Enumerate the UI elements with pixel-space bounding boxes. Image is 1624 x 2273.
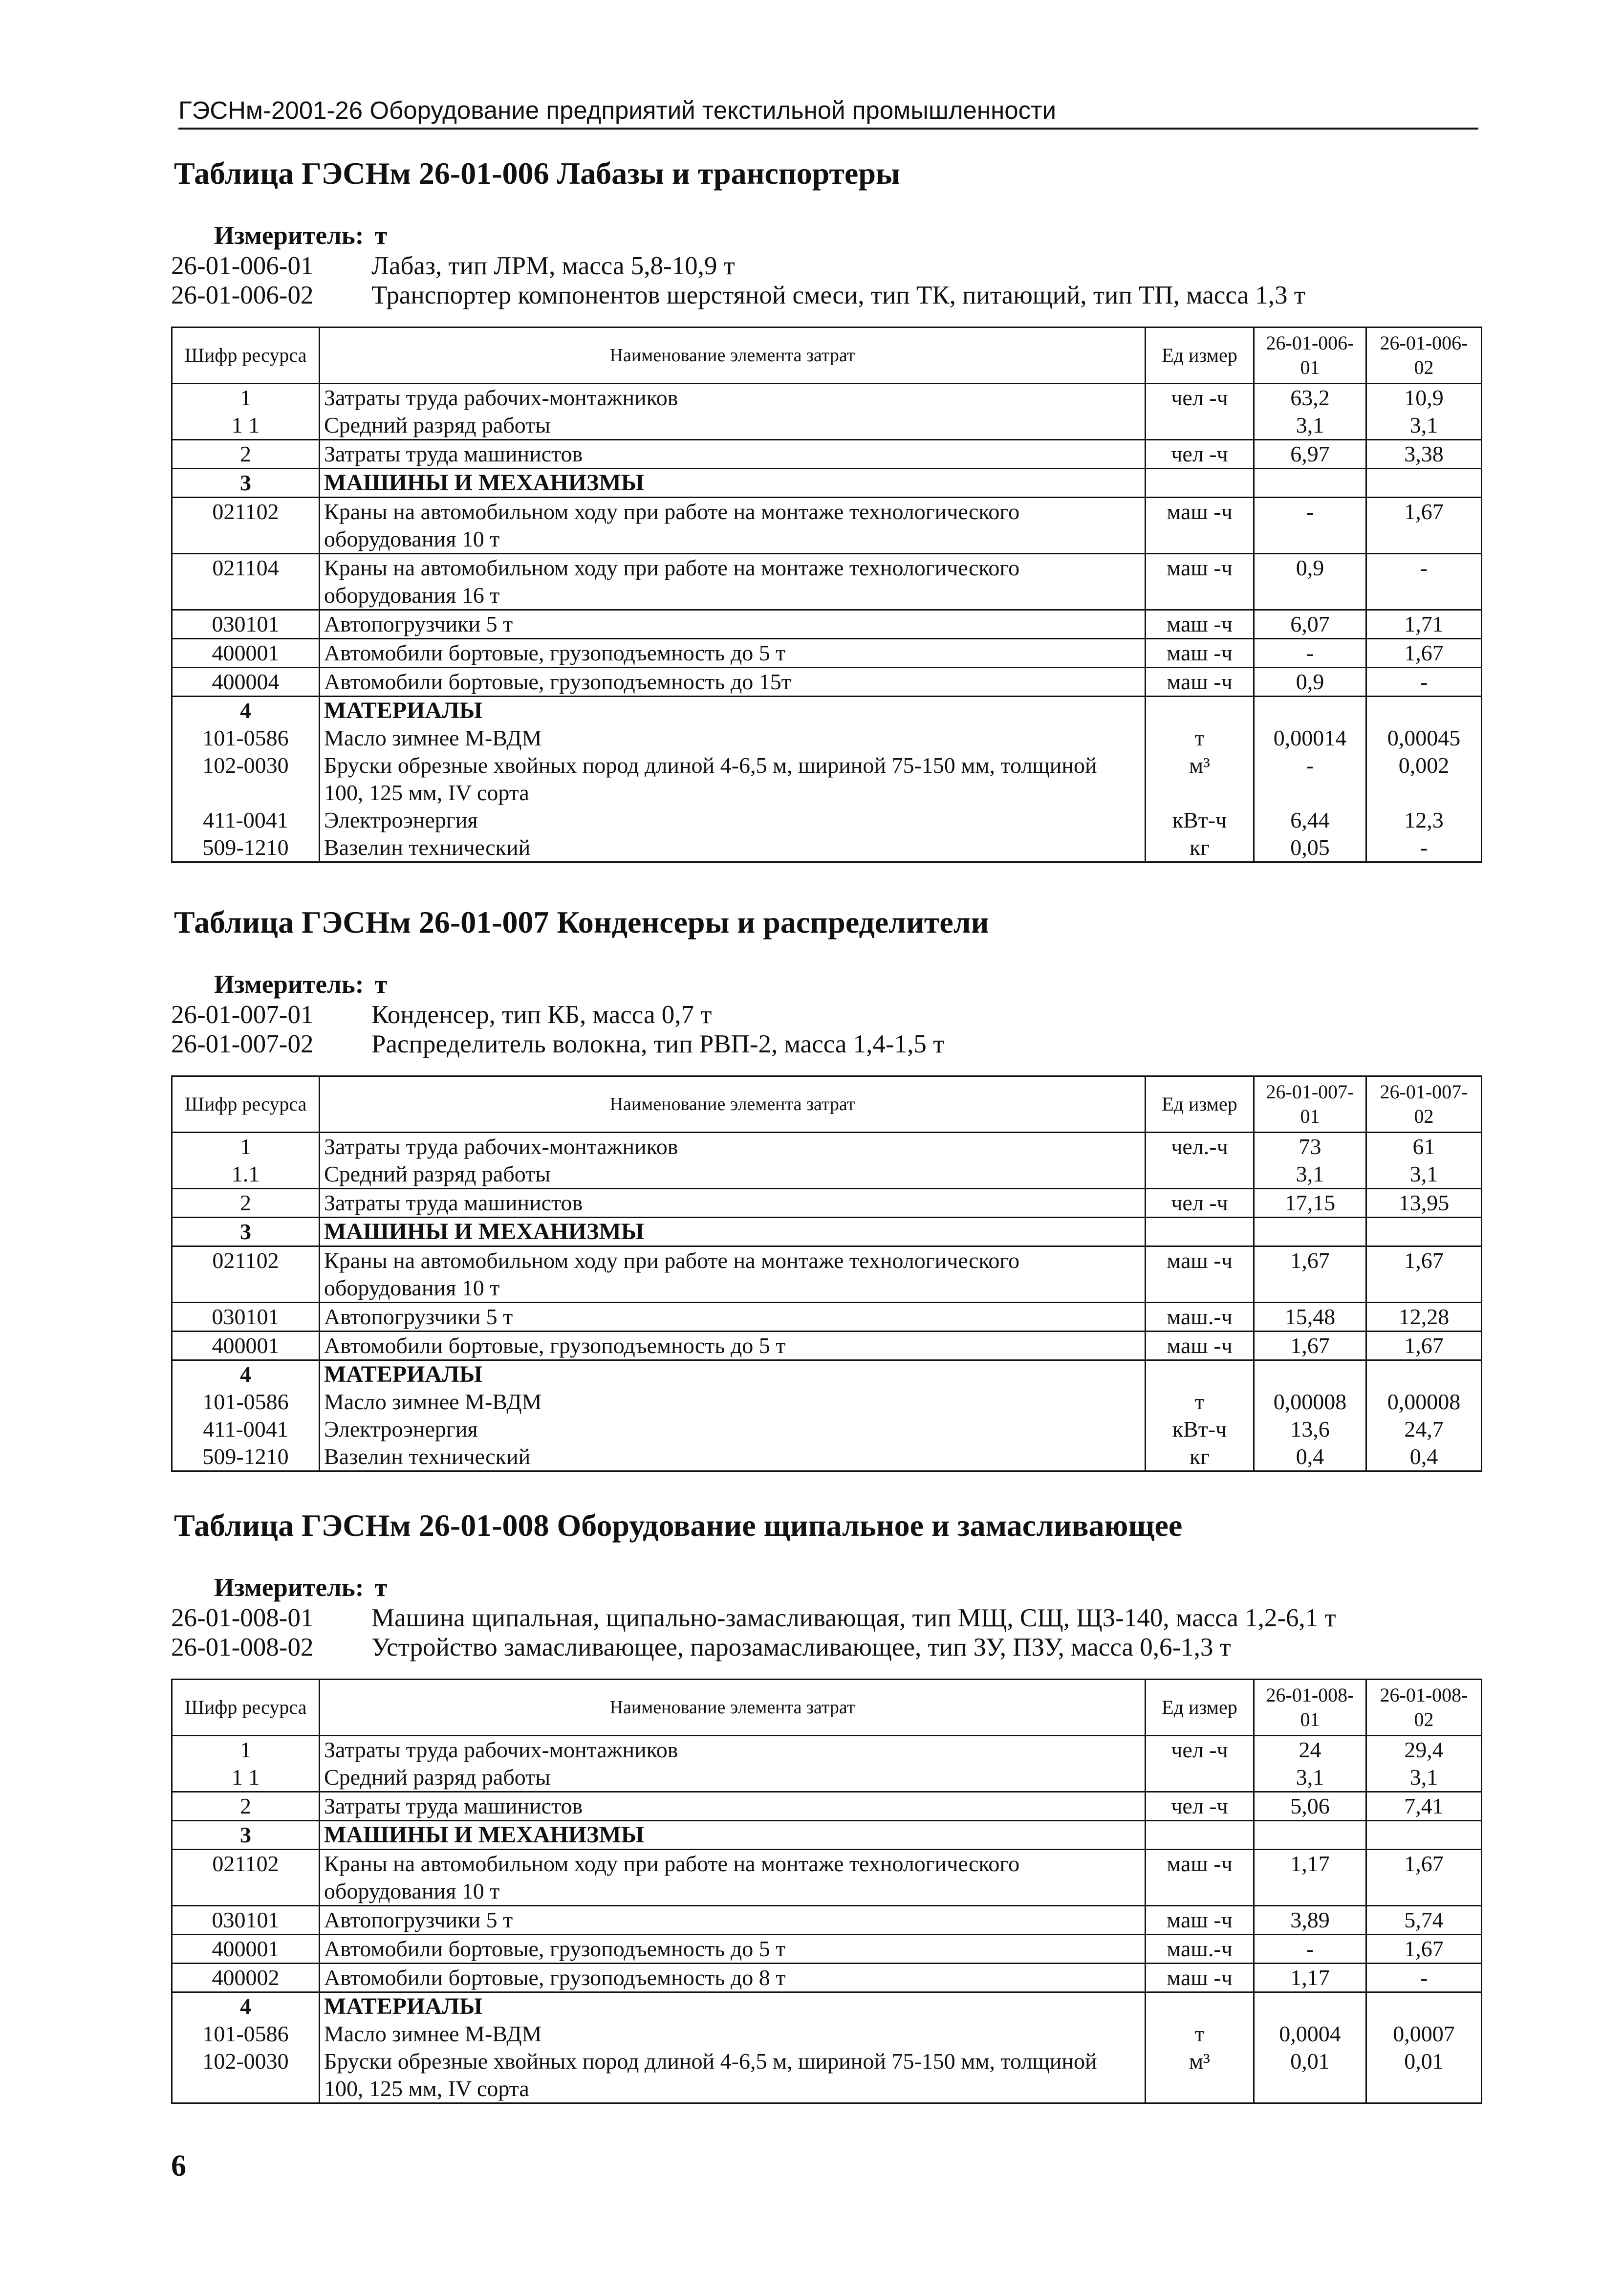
- resource-table: [171, 327, 1482, 863]
- variant-item: [171, 1000, 1481, 1029]
- row-value-2: 5,74: [1366, 1906, 1482, 1935]
- row-unit: маш.-ч: [1146, 1303, 1254, 1332]
- table-row: [172, 469, 1482, 498]
- row-code: 021104: [172, 554, 320, 610]
- table-row: [172, 2020, 1482, 2048]
- row-value-2: 29,4: [1366, 1736, 1482, 1764]
- row-value-1: 17,15: [1254, 1189, 1366, 1218]
- header-unit: Ед измер: [1146, 1076, 1254, 1133]
- row-name: Автопогрузчики 5 т: [320, 1906, 1146, 1935]
- row-code: 030101: [172, 610, 320, 639]
- table-row: [172, 1160, 1482, 1189]
- table-row: [172, 639, 1482, 668]
- row-value-1: 5,06: [1254, 1792, 1366, 1821]
- row-code: 400001: [172, 1332, 320, 1360]
- row-value-2: 1,67: [1366, 1935, 1482, 1964]
- row-value-1: 1,67: [1254, 1246, 1366, 1303]
- row-value-1: 15,48: [1254, 1303, 1366, 1332]
- row-value-1: 6,07: [1254, 610, 1366, 639]
- row-value-1: 63,2: [1254, 384, 1366, 412]
- table-header-row: [172, 1680, 1482, 1736]
- row-name: МАШИНЫ И МЕХАНИЗМЫ: [320, 1218, 1146, 1246]
- table-title: Таблица ГЭСНм 26-01-006 Лабазы и транспортеры: [174, 156, 900, 191]
- row-code: 2: [172, 1189, 320, 1218]
- meter-value: т: [374, 221, 388, 250]
- table-row: [172, 1218, 1482, 1246]
- row-name: Масло зимнее М-ВДМ: [320, 2020, 1146, 2048]
- row-value-2: [1366, 1992, 1482, 2021]
- row-name: Средний разряд работы: [320, 412, 1146, 440]
- row-value-2: 1,67: [1366, 1246, 1482, 1303]
- row-code: 1 1: [172, 1764, 320, 1792]
- header-unit: Ед измер: [1146, 328, 1254, 384]
- table-row: [172, 384, 1482, 412]
- row-unit: чел -ч: [1146, 1792, 1254, 1821]
- row-code: 400001: [172, 639, 320, 668]
- variant-code: 26-01-007-02: [171, 1030, 314, 1058]
- meter-label: Измеритель:: [214, 221, 364, 250]
- row-value-2: 12,28: [1366, 1303, 1482, 1332]
- row-value-1: 0,9: [1254, 554, 1366, 610]
- row-value-1: [1254, 1992, 1366, 2021]
- table-row: [172, 498, 1482, 554]
- resource-table: [171, 1075, 1482, 1472]
- row-code: 4: [172, 1360, 320, 1389]
- table-row: [172, 554, 1482, 610]
- row-code: 101-0586: [172, 724, 320, 752]
- row-name: Автопогрузчики 5 т: [320, 1303, 1146, 1332]
- row-value-2: 0,002: [1366, 752, 1482, 807]
- row-name: Средний разряд работы: [320, 1764, 1146, 1792]
- row-name: Средний разряд работы: [320, 1160, 1146, 1189]
- table-row: [172, 834, 1482, 862]
- row-code: 2: [172, 1792, 320, 1821]
- row-name: Краны на автомобильном ходу при работе на монтаже технологического оборудования 10 т: [320, 498, 1146, 554]
- row-unit: маш -ч: [1146, 1246, 1254, 1303]
- row-code: 1: [172, 1736, 320, 1764]
- row-code: 4: [172, 1992, 320, 2021]
- table-row: [172, 1935, 1482, 1964]
- row-name: Вазелин технический: [320, 1443, 1146, 1471]
- table-row: [172, 1332, 1482, 1360]
- row-unit: маш -ч: [1146, 1332, 1254, 1360]
- row-unit: маш.-ч: [1146, 1935, 1254, 1964]
- row-value-2: 61: [1366, 1133, 1482, 1161]
- variant-text: Лабаз, тип ЛРМ, масса 5,8-10,9 т: [371, 252, 735, 280]
- row-value-1: 1,17: [1254, 1850, 1366, 1906]
- row-code: 3: [172, 1218, 320, 1246]
- row-value-1: -: [1254, 639, 1366, 668]
- table-row: [172, 440, 1482, 469]
- table-row: [172, 1443, 1482, 1471]
- row-name: Вазелин технический: [320, 834, 1146, 862]
- row-unit: [1146, 1160, 1254, 1189]
- table-row: [172, 697, 1482, 725]
- header-code: Шифр ресурса: [172, 328, 320, 384]
- table-section-006: [171, 155, 1481, 863]
- header-variant-2: 26-01-008-02: [1366, 1680, 1482, 1736]
- variant-code: 26-01-008-02: [171, 1633, 314, 1661]
- row-name: Краны на автомобильном ходу при работе на монтаже технологического оборудования 16 т: [320, 554, 1146, 610]
- row-code: 400001: [172, 1935, 320, 1964]
- table-row: [172, 807, 1482, 834]
- table-row: [172, 724, 1482, 752]
- row-value-1: [1254, 697, 1366, 725]
- header-variant-1: 26-01-007-01: [1254, 1076, 1366, 1133]
- row-code: 509-1210: [172, 1443, 320, 1471]
- row-name: Автопогрузчики 5 т: [320, 610, 1146, 639]
- table-row: [172, 1736, 1482, 1764]
- row-value-2: 0,00045: [1366, 724, 1482, 752]
- row-value-2: 1,67: [1366, 639, 1482, 668]
- row-code: 411-0041: [172, 1416, 320, 1443]
- table-row: [172, 1764, 1482, 1792]
- row-code: 3: [172, 469, 320, 498]
- row-unit: [1146, 1218, 1254, 1246]
- row-unit: кВт-ч: [1146, 807, 1254, 834]
- row-value-2: 1,67: [1366, 1850, 1482, 1906]
- meter-line: [214, 221, 1481, 250]
- row-code: 1 1: [172, 412, 320, 440]
- header-name: Наименование элемента затрат: [320, 1076, 1146, 1133]
- table-row: [172, 1792, 1482, 1821]
- row-unit: маш -ч: [1146, 1964, 1254, 1992]
- row-unit: м³: [1146, 2048, 1254, 2103]
- variant-text: Машина щипальная, щипально-замасливающая, тип МЩ, СЩ, ЩЗ-140, масса 1,2-6,1 т: [371, 1604, 1336, 1632]
- row-value-2: [1366, 1821, 1482, 1850]
- row-value-1: 24: [1254, 1736, 1366, 1764]
- row-value-1: [1254, 1821, 1366, 1850]
- row-unit: кг: [1146, 834, 1254, 862]
- row-unit: м³: [1146, 752, 1254, 807]
- row-value-2: [1366, 1218, 1482, 1246]
- row-value-1: 3,1: [1254, 1160, 1366, 1189]
- row-unit: [1146, 697, 1254, 725]
- row-unit: кВт-ч: [1146, 1416, 1254, 1443]
- row-code: 102-0030: [172, 2048, 320, 2103]
- table-row: [172, 1388, 1482, 1416]
- row-name: Затраты труда машинистов: [320, 1792, 1146, 1821]
- row-unit: маш -ч: [1146, 1906, 1254, 1935]
- meter-line: [214, 970, 1481, 999]
- row-value-1: 1,67: [1254, 1332, 1366, 1360]
- table-header-row: [172, 1076, 1482, 1133]
- row-unit: маш -ч: [1146, 498, 1254, 554]
- row-value-2: 24,7: [1366, 1416, 1482, 1443]
- row-code: 1: [172, 384, 320, 412]
- row-value-1: 0,01: [1254, 2048, 1366, 2103]
- row-value-2: 1,67: [1366, 498, 1482, 554]
- header-variant-1: 26-01-008-01: [1254, 1680, 1366, 1736]
- variant-list: [171, 251, 1481, 310]
- row-unit: т: [1146, 724, 1254, 752]
- table-title: Таблица ГЭСНм 26-01-007 Конденсеры и распределители: [174, 905, 989, 940]
- row-value-1: 3,1: [1254, 412, 1366, 440]
- row-value-2: 3,1: [1366, 1764, 1482, 1792]
- table-row: [172, 1303, 1482, 1332]
- row-name: Электроэнергия: [320, 1416, 1146, 1443]
- row-unit: [1146, 1821, 1254, 1850]
- row-code: 021102: [172, 1850, 320, 1906]
- row-code: 101-0586: [172, 2020, 320, 2048]
- row-unit: чел -ч: [1146, 1189, 1254, 1218]
- header-code: Шифр ресурса: [172, 1076, 320, 1133]
- row-name: Затраты труда рабочих-монтажников: [320, 384, 1146, 412]
- row-value-1: 13,6: [1254, 1416, 1366, 1443]
- variant-item: [171, 1633, 1481, 1662]
- row-value-2: 3,1: [1366, 1160, 1482, 1189]
- row-value-2: 3,38: [1366, 440, 1482, 469]
- row-name: Электроэнергия: [320, 807, 1146, 834]
- row-value-1: 0,4: [1254, 1443, 1366, 1471]
- variant-list: [171, 1000, 1481, 1059]
- variant-text: Конденсер, тип КБ, масса 0,7 т: [371, 1001, 712, 1029]
- row-name: МАТЕРИАЛЫ: [320, 1360, 1146, 1389]
- row-code: 1: [172, 1133, 320, 1161]
- row-value-1: 0,05: [1254, 834, 1366, 862]
- row-value-1: -: [1254, 752, 1366, 807]
- row-unit: кг: [1146, 1443, 1254, 1471]
- table-row: [172, 752, 1482, 807]
- row-unit: т: [1146, 2020, 1254, 2048]
- row-name: Затраты труда рабочих-монтажников: [320, 1736, 1146, 1764]
- row-name: МАТЕРИАЛЫ: [320, 697, 1146, 725]
- row-code: 030101: [172, 1906, 320, 1935]
- row-unit: [1146, 1764, 1254, 1792]
- row-value-2: 7,41: [1366, 1792, 1482, 1821]
- row-value-1: -: [1254, 498, 1366, 554]
- table-row: [172, 1850, 1482, 1906]
- row-name: МАТЕРИАЛЫ: [320, 1992, 1146, 2021]
- row-code: 400004: [172, 668, 320, 697]
- row-code: 021102: [172, 1246, 320, 1303]
- row-name: Масло зимнее М-ВДМ: [320, 1388, 1146, 1416]
- variant-text: Распределитель волокна, тип РВП-2, масса 1,4-1,5 т: [371, 1030, 945, 1058]
- table-row: [172, 1189, 1482, 1218]
- row-value-1: 6,44: [1254, 807, 1366, 834]
- row-name: Автомобили бортовые, грузоподъемность до 8 т: [320, 1964, 1146, 1992]
- header-name: Наименование элемента затрат: [320, 1680, 1146, 1736]
- row-code: 102-0030: [172, 752, 320, 807]
- row-code: 2: [172, 440, 320, 469]
- row-value-2: 0,00008: [1366, 1388, 1482, 1416]
- meter-line: [214, 1573, 1481, 1602]
- row-unit: чел -ч: [1146, 384, 1254, 412]
- resource-table: [171, 1679, 1482, 2104]
- variant-code: 26-01-008-01: [171, 1604, 314, 1632]
- row-value-2: 0,4: [1366, 1443, 1482, 1471]
- row-value-1: [1254, 469, 1366, 498]
- row-code: 509-1210: [172, 834, 320, 862]
- row-code: 411-0041: [172, 807, 320, 834]
- variant-item: [171, 1029, 1481, 1059]
- row-unit: маш -ч: [1146, 668, 1254, 697]
- meter-value: т: [374, 1574, 388, 1602]
- page-number: 6: [171, 2149, 186, 2183]
- row-name: Автомобили бортовые, грузоподъемность до 5 т: [320, 1332, 1146, 1360]
- row-value-1: 0,9: [1254, 668, 1366, 697]
- variant-item: [171, 281, 1481, 310]
- row-value-1: [1254, 1360, 1366, 1389]
- row-name: МАШИНЫ И МЕХАНИЗМЫ: [320, 469, 1146, 498]
- row-value-2: [1366, 697, 1482, 725]
- row-value-1: 3,1: [1254, 1764, 1366, 1792]
- table-row: [172, 1821, 1482, 1850]
- row-value-1: 1,17: [1254, 1964, 1366, 1992]
- row-value-2: -: [1366, 834, 1482, 862]
- header-variant-2: 26-01-006-02: [1366, 328, 1482, 384]
- row-unit: чел -ч: [1146, 440, 1254, 469]
- row-value-2: 0,01: [1366, 2048, 1482, 2103]
- header-variant-2: 26-01-007-02: [1366, 1076, 1482, 1133]
- row-code: 3: [172, 1821, 320, 1850]
- row-name: Бруски обрезные хвойных пород длиной 4-6,5 м, шириной 75-150 мм, толщиной 100, 125 мм, IV сорта: [320, 752, 1146, 807]
- row-code: 101-0586: [172, 1388, 320, 1416]
- row-name: Затраты труда машинистов: [320, 440, 1146, 469]
- row-value-2: -: [1366, 1964, 1482, 1992]
- row-code: 4: [172, 697, 320, 725]
- header-variant-1: 26-01-006-01: [1254, 328, 1366, 384]
- header-code: Шифр ресурса: [172, 1680, 320, 1736]
- row-unit: т: [1146, 1388, 1254, 1416]
- row-value-2: 10,9: [1366, 384, 1482, 412]
- row-value-2: -: [1366, 554, 1482, 610]
- row-unit: [1146, 1992, 1254, 2021]
- row-value-2: -: [1366, 668, 1482, 697]
- table-row: [172, 1416, 1482, 1443]
- row-name: Затраты труда рабочих-монтажников: [320, 1133, 1146, 1161]
- row-value-1: 3,89: [1254, 1906, 1366, 1935]
- row-value-1: 6,97: [1254, 440, 1366, 469]
- variant-item: [171, 1603, 1481, 1633]
- table-row: [172, 1360, 1482, 1389]
- row-value-1: 0,00008: [1254, 1388, 1366, 1416]
- row-value-2: 1,67: [1366, 1332, 1482, 1360]
- variant-text: Транспортер компонентов шерстяной смеси, тип ТК, питающий, тип ТП, масса 1,3 т: [371, 281, 1305, 309]
- row-value-2: [1366, 1360, 1482, 1389]
- table-row: [172, 412, 1482, 440]
- row-code: 1.1: [172, 1160, 320, 1189]
- running-header: ГЭСНм-2001-26 Оборудование предприятий текстильной промышленности: [178, 96, 1478, 130]
- table-header-row: [172, 328, 1482, 384]
- row-name: МАШИНЫ И МЕХАНИЗМЫ: [320, 1821, 1146, 1850]
- row-name: Автомобили бортовые, грузоподъемность до 5 т: [320, 639, 1146, 668]
- header-unit: Ед измер: [1146, 1680, 1254, 1736]
- row-value-1: 73: [1254, 1133, 1366, 1161]
- row-value-2: 1,71: [1366, 610, 1482, 639]
- table-row: [172, 1133, 1482, 1161]
- meter-value: т: [374, 970, 388, 999]
- table-section-007: [171, 904, 1481, 1472]
- table-row: [172, 1992, 1482, 2021]
- row-code: 030101: [172, 1303, 320, 1332]
- row-name: Автомобили бортовые, грузоподъемность до 5 т: [320, 1935, 1146, 1964]
- table-row: [172, 1906, 1482, 1935]
- row-value-2: 12,3: [1366, 807, 1482, 834]
- row-value-2: 13,95: [1366, 1189, 1482, 1218]
- row-value-1: -: [1254, 1935, 1366, 1964]
- row-name: Масло зимнее М-ВДМ: [320, 724, 1146, 752]
- header-name: Наименование элемента затрат: [320, 328, 1146, 384]
- row-name: Краны на автомобильном ходу при работе на монтаже технологического оборудования 10 т: [320, 1246, 1146, 1303]
- row-name: Бруски обрезные хвойных пород длиной 4-6,5 м, шириной 75-150 мм, толщиной 100, 125 мм, IV сорта: [320, 2048, 1146, 2103]
- row-unit: маш -ч: [1146, 554, 1254, 610]
- variant-code: 26-01-006-01: [171, 252, 314, 280]
- variant-item: [171, 251, 1481, 281]
- row-name: Затраты труда машинистов: [320, 1189, 1146, 1218]
- row-value-1: 0,0004: [1254, 2020, 1366, 2048]
- table-row: [172, 668, 1482, 697]
- row-code: 400002: [172, 1964, 320, 1992]
- row-value-2: 3,1: [1366, 412, 1482, 440]
- row-value-2: 0,0007: [1366, 2020, 1482, 2048]
- variant-code: 26-01-006-02: [171, 281, 314, 309]
- table-row: [172, 610, 1482, 639]
- row-unit: маш -ч: [1146, 610, 1254, 639]
- row-value-1: [1254, 1218, 1366, 1246]
- row-name: Краны на автомобильном ходу при работе на монтаже технологического оборудования 10 т: [320, 1850, 1146, 1906]
- table-title: Таблица ГЭСНм 26-01-008 Оборудование щипальное и замасливающее: [174, 1508, 1183, 1543]
- variant-list: [171, 1603, 1481, 1662]
- row-unit: маш -ч: [1146, 639, 1254, 668]
- row-unit: [1146, 412, 1254, 440]
- table-row: [172, 2048, 1482, 2103]
- variant-text: Устройство замасливающее, парозамасливающее, тип ЗУ, ПЗУ, масса 0,6-1,3 т: [371, 1633, 1231, 1661]
- meter-label: Измеритель:: [214, 970, 364, 999]
- meter-label: Измеритель:: [214, 1574, 364, 1602]
- row-unit: чел -ч: [1146, 1736, 1254, 1764]
- row-code: 021102: [172, 498, 320, 554]
- row-value-1: 0,00014: [1254, 724, 1366, 752]
- row-unit: [1146, 1360, 1254, 1389]
- row-unit: [1146, 469, 1254, 498]
- table-row: [172, 1246, 1482, 1303]
- variant-code: 26-01-007-01: [171, 1001, 314, 1029]
- row-value-2: [1366, 469, 1482, 498]
- row-unit: чел.-ч: [1146, 1133, 1254, 1161]
- table-row: [172, 1964, 1482, 1992]
- row-unit: маш -ч: [1146, 1850, 1254, 1906]
- table-section-008: [171, 1508, 1481, 2104]
- row-name: Автомобили бортовые, грузоподъемность до 15т: [320, 668, 1146, 697]
